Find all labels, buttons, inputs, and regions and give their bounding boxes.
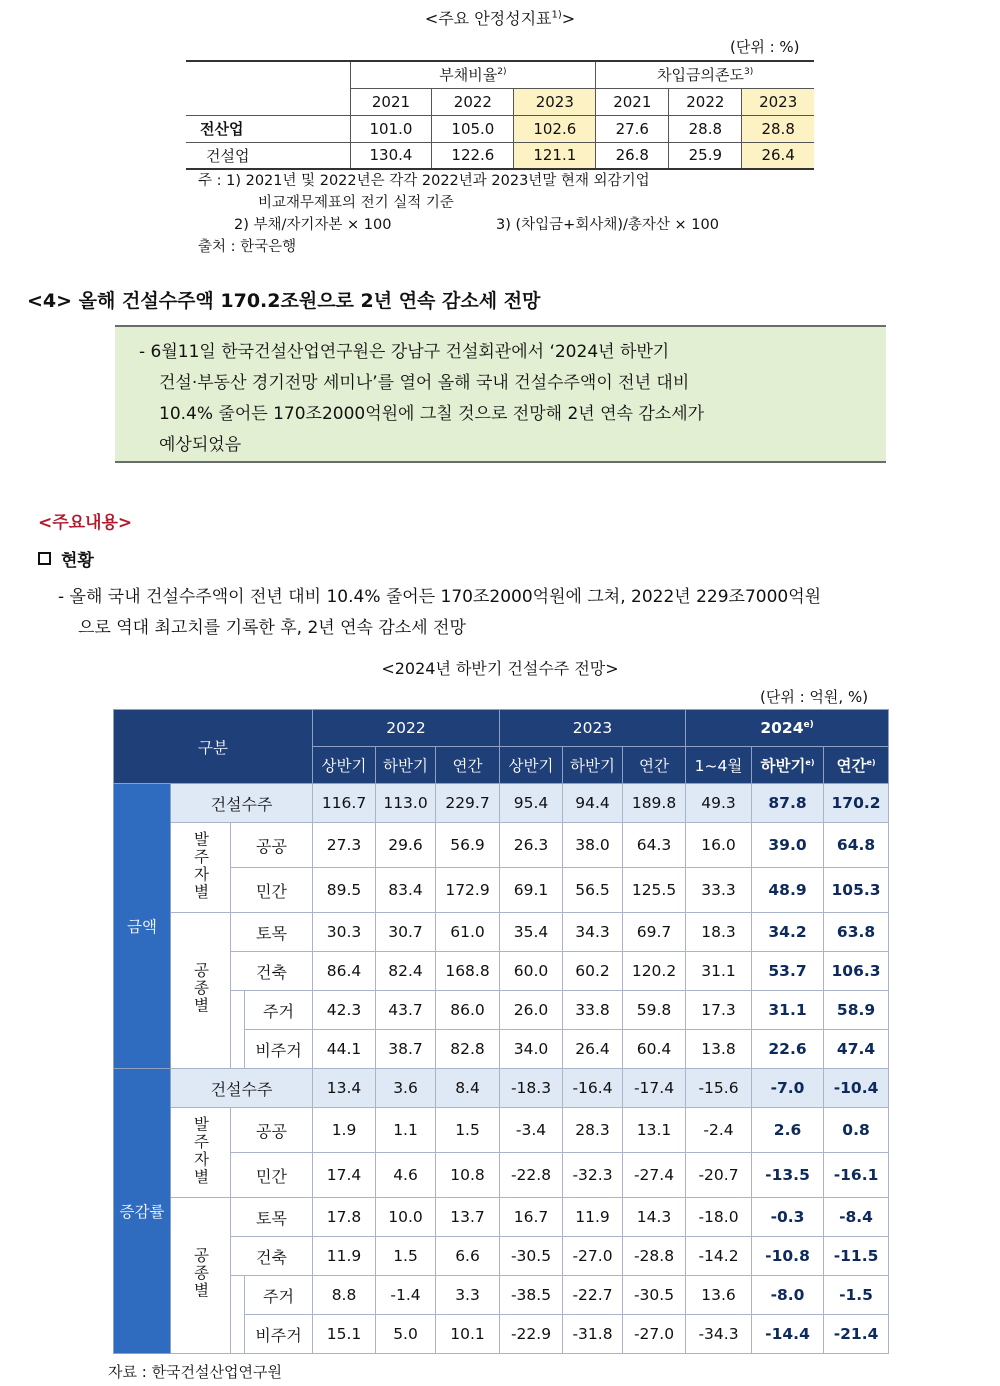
value-cell: 47.4 <box>824 1030 889 1069</box>
value-cell: -27.0 <box>563 1237 623 1276</box>
table1-notes <box>198 170 719 258</box>
value-cell: 4.6 <box>376 1153 436 1198</box>
table1-year: 2022 <box>669 88 742 115</box>
table1-cell: 28.8 <box>669 115 742 142</box>
value-cell: 13.8 <box>686 1030 752 1069</box>
section4-summary-box <box>115 325 886 463</box>
value-cell: -32.3 <box>563 1153 623 1198</box>
value-cell: 82.8 <box>436 1030 500 1069</box>
value-cell: -30.5 <box>623 1276 686 1315</box>
table1-cell: 121.1 <box>514 142 596 169</box>
indent-spacer <box>231 991 245 1069</box>
value-cell: 229.7 <box>436 784 500 823</box>
value-cell: -31.8 <box>563 1315 623 1354</box>
row-label-building: 건축 <box>231 1237 313 1276</box>
construction-orders-table <box>113 709 889 1354</box>
header-year-2024: 2024$^{e)}$ <box>686 710 889 747</box>
value-cell: 86.0 <box>436 991 500 1030</box>
value-cell: 189.8 <box>623 784 686 823</box>
row-label-private: 민간 <box>231 868 313 913</box>
value-cell: 2.6 <box>752 1108 824 1153</box>
table2-unit: (단위 : 억원, %) <box>760 688 869 706</box>
row-label-civil: 토목 <box>231 1198 313 1237</box>
value-cell: 8.4 <box>436 1069 500 1108</box>
table1-cell: 122.6 <box>432 142 514 169</box>
value-cell: -8.0 <box>752 1276 824 1315</box>
table2-source: 자료 : 한국건설산업연구원 <box>108 1363 282 1381</box>
table1-caption: <주요 안정성지표$^{1)}$> <box>424 9 576 28</box>
value-cell: 168.8 <box>436 952 500 991</box>
value-cell: 8.8 <box>313 1276 376 1315</box>
value-cell: 1.1 <box>376 1108 436 1153</box>
table1-cell: 26.8 <box>596 142 669 169</box>
value-cell: 43.7 <box>376 991 436 1030</box>
value-cell: 22.6 <box>752 1030 824 1069</box>
header-year-2023: 2023 <box>500 710 686 747</box>
value-cell: -22.9 <box>500 1315 563 1354</box>
table1-cell: 26.4 <box>742 142 814 169</box>
value-cell: 10.1 <box>436 1315 500 1354</box>
value-cell: -16.1 <box>824 1153 889 1198</box>
value-cell: -21.4 <box>824 1315 889 1354</box>
header-sub: 하반기$^{e)}$ <box>752 747 824 784</box>
body-line: - 올해 국내 건설수주액이 전년 대비 10.4% 줄어든 170조2000억원에 그쳐, 2022년 229조7000억원 <box>58 587 822 607</box>
value-cell: -7.0 <box>752 1069 824 1108</box>
body-line: 으로 역대 최고치를 기록한 후, 2년 연속 감소세 전망 <box>78 618 466 638</box>
value-cell: 38.0 <box>563 823 623 868</box>
value-cell: 33.8 <box>563 991 623 1030</box>
value-cell: 28.3 <box>563 1108 623 1153</box>
row-label-nonhousing: 비주거 <box>245 1030 313 1069</box>
value-cell: 69.1 <box>500 868 563 913</box>
summary-line: - 6월11일 한국건설산업연구원은 강남구 건설회관에서 ‘2024년 하반기 <box>139 342 670 362</box>
summary-line: 예상되었음 <box>159 435 242 455</box>
header-sub: 1~4월 <box>686 747 752 784</box>
value-cell: -28.8 <box>623 1237 686 1276</box>
value-cell: 38.7 <box>376 1030 436 1069</box>
value-cell: 120.2 <box>623 952 686 991</box>
row-label-public: 공공 <box>231 1108 313 1153</box>
value-cell: 116.7 <box>313 784 376 823</box>
value-cell: 6.6 <box>436 1237 500 1276</box>
value-cell: -8.4 <box>824 1198 889 1237</box>
note-line: 주 : 1) 2021년 및 2022년은 각각 2022년과 2023년말 현재 외감기업 <box>198 173 650 189</box>
value-cell: 30.7 <box>376 913 436 952</box>
value-cell: 34.3 <box>563 913 623 952</box>
value-cell: -20.7 <box>686 1153 752 1198</box>
group-by-type: 공종별 <box>171 913 231 1069</box>
value-cell: 31.1 <box>686 952 752 991</box>
value-cell: -34.3 <box>686 1315 752 1354</box>
table1-cell: 101.0 <box>350 115 432 142</box>
header-year-2022: 2022 <box>313 710 500 747</box>
table1-corner <box>186 61 350 115</box>
value-cell: 95.4 <box>500 784 563 823</box>
value-cell: 64.3 <box>623 823 686 868</box>
value-cell: 29.6 <box>376 823 436 868</box>
table1-cell: 28.8 <box>742 115 814 142</box>
value-cell: 64.8 <box>824 823 889 868</box>
value-cell: -27.0 <box>623 1315 686 1354</box>
status-body <box>58 582 983 644</box>
value-cell: 33.3 <box>686 868 752 913</box>
value-cell: 49.3 <box>686 784 752 823</box>
value-cell: -18.0 <box>686 1198 752 1237</box>
value-cell: -2.4 <box>686 1108 752 1153</box>
header-gubun: 구분 <box>114 710 313 784</box>
value-cell: 17.8 <box>313 1198 376 1237</box>
value-cell: 61.0 <box>436 913 500 952</box>
table1-group-borrowing: 차입금의존도$^{3)}$ <box>596 61 814 88</box>
value-cell: 60.4 <box>623 1030 686 1069</box>
value-cell: 106.3 <box>824 952 889 991</box>
value-cell: 56.9 <box>436 823 500 868</box>
value-cell: 1.9 <box>313 1108 376 1153</box>
value-cell: -15.6 <box>686 1069 752 1108</box>
value-cell: 31.1 <box>752 991 824 1030</box>
group-by-type: 공종별 <box>171 1198 231 1354</box>
row-label-private: 민간 <box>231 1153 313 1198</box>
value-cell: -17.4 <box>623 1069 686 1108</box>
table1-cell: 130.4 <box>350 142 432 169</box>
value-cell: -10.8 <box>752 1237 824 1276</box>
header-sub: 하반기 <box>376 747 436 784</box>
table1-year: 2023 <box>742 88 814 115</box>
value-cell: 10.8 <box>436 1153 500 1198</box>
value-cell: 82.4 <box>376 952 436 991</box>
value-cell: 13.1 <box>623 1108 686 1153</box>
row-label-housing: 주거 <box>245 1276 313 1315</box>
table2-caption: <2024년 하반기 건설수주 전망> <box>381 659 619 678</box>
section4-title: <4> 올해 건설수주액 170.2조원으로 2년 연속 감소세 전망 <box>27 290 541 312</box>
value-cell: 86.4 <box>313 952 376 991</box>
main-content-heading: <주요내용> <box>38 513 133 533</box>
indent-spacer <box>231 1276 245 1354</box>
value-cell: -1.5 <box>824 1276 889 1315</box>
table1-year: 2023 <box>514 88 596 115</box>
header-sub: 상반기 <box>500 747 563 784</box>
value-cell: 0.8 <box>824 1108 889 1153</box>
value-cell: -11.5 <box>824 1237 889 1276</box>
value-cell: -22.7 <box>563 1276 623 1315</box>
value-cell: -38.5 <box>500 1276 563 1315</box>
value-cell: 14.3 <box>623 1198 686 1237</box>
value-cell: 63.8 <box>824 913 889 952</box>
value-cell: 39.0 <box>752 823 824 868</box>
value-cell: 35.4 <box>500 913 563 952</box>
value-cell: 16.7 <box>500 1198 563 1237</box>
note-line: 비교재무제표의 전기 실적 기준 <box>258 195 454 211</box>
value-cell: 1.5 <box>376 1237 436 1276</box>
value-cell: -18.3 <box>500 1069 563 1108</box>
value-cell: 15.1 <box>313 1315 376 1354</box>
value-cell: 26.3 <box>500 823 563 868</box>
category-rate: 증감률 <box>114 1069 171 1354</box>
row-label-total: 건설수주 <box>171 1069 313 1108</box>
value-cell: -22.8 <box>500 1153 563 1198</box>
value-cell: 13.6 <box>686 1276 752 1315</box>
value-cell: 44.1 <box>313 1030 376 1069</box>
value-cell: 26.0 <box>500 991 563 1030</box>
value-cell: 125.5 <box>623 868 686 913</box>
value-cell: 30.3 <box>313 913 376 952</box>
value-cell: -16.4 <box>563 1069 623 1108</box>
value-cell: 3.6 <box>376 1069 436 1108</box>
value-cell: -1.4 <box>376 1276 436 1315</box>
summary-line: 건설·부동산 경기전망 세미나’를 열어 올해 국내 건설수주액이 전년 대비 <box>159 373 690 393</box>
value-cell: 3.3 <box>436 1276 500 1315</box>
value-cell: 11.9 <box>313 1237 376 1276</box>
value-cell: 172.9 <box>436 868 500 913</box>
summary-line: 10.4% 줄어든 170조2000억원에 그칠 것으로 전망해 2년 연속 감소세가 <box>159 404 705 424</box>
value-cell: -14.4 <box>752 1315 824 1354</box>
value-cell: -3.4 <box>500 1108 563 1153</box>
value-cell: 26.4 <box>563 1030 623 1069</box>
value-cell: 17.4 <box>313 1153 376 1198</box>
value-cell: -10.4 <box>824 1069 889 1108</box>
value-cell: 11.9 <box>563 1198 623 1237</box>
value-cell: 113.0 <box>376 784 436 823</box>
note-line-pair <box>198 214 719 236</box>
value-cell: 5.0 <box>376 1315 436 1354</box>
header-sub: 상반기 <box>313 747 376 784</box>
value-cell: 69.7 <box>623 913 686 952</box>
value-cell: 87.8 <box>752 784 824 823</box>
value-cell: 42.3 <box>313 991 376 1030</box>
value-cell: 59.8 <box>623 991 686 1030</box>
note-line: 3) (차입금+회사채)/총자산 × 100 <box>496 217 719 233</box>
table1-unit: (단위 : %) <box>730 38 800 56</box>
value-cell: 83.4 <box>376 868 436 913</box>
table1-row-label: 건설업 <box>186 142 350 169</box>
row-label-civil: 토목 <box>231 913 313 952</box>
value-cell: 10.0 <box>376 1198 436 1237</box>
status-heading: 현황 <box>38 546 94 571</box>
value-cell: 13.7 <box>436 1198 500 1237</box>
header-sub: 연간$^{e)}$ <box>824 747 889 784</box>
value-cell: 56.5 <box>563 868 623 913</box>
table1-cell: 102.6 <box>514 115 596 142</box>
table1-cell: 27.6 <box>596 115 669 142</box>
value-cell: 18.3 <box>686 913 752 952</box>
checkbox-square-icon <box>38 552 51 565</box>
value-cell: 17.3 <box>686 991 752 1030</box>
value-cell: 60.2 <box>563 952 623 991</box>
header-sub: 하반기 <box>563 747 623 784</box>
table1-year: 2021 <box>596 88 669 115</box>
note-source: 출처 : 한국은행 <box>198 239 297 255</box>
table1-row-label: 전산업 <box>186 115 350 142</box>
note-line: 2) 부채/자기자본 × 100 <box>234 217 392 233</box>
row-label-housing: 주거 <box>245 991 313 1030</box>
value-cell: -0.3 <box>752 1198 824 1237</box>
value-cell: 170.2 <box>824 784 889 823</box>
category-amount: 금액 <box>114 784 171 1069</box>
table1-year: 2022 <box>432 88 514 115</box>
value-cell: -14.2 <box>686 1237 752 1276</box>
value-cell: 48.9 <box>752 868 824 913</box>
table1-cell: 25.9 <box>669 142 742 169</box>
group-by-orderer: 발주자별 <box>171 823 231 913</box>
value-cell: 94.4 <box>563 784 623 823</box>
value-cell: 89.5 <box>313 868 376 913</box>
value-cell: 1.5 <box>436 1108 500 1153</box>
value-cell: 105.3 <box>824 868 889 913</box>
row-label-public: 공공 <box>231 823 313 868</box>
value-cell: 16.0 <box>686 823 752 868</box>
value-cell: -27.4 <box>623 1153 686 1198</box>
stability-indicator-table <box>186 60 814 170</box>
value-cell: 58.9 <box>824 991 889 1030</box>
row-label-total: 건설수주 <box>171 784 313 823</box>
value-cell: 53.7 <box>752 952 824 991</box>
value-cell: 60.0 <box>500 952 563 991</box>
header-sub: 연간 <box>623 747 686 784</box>
value-cell: 34.2 <box>752 913 824 952</box>
group-by-orderer: 발주자별 <box>171 1108 231 1198</box>
value-cell: -13.5 <box>752 1153 824 1198</box>
header-sub: 연간 <box>436 747 500 784</box>
value-cell: 34.0 <box>500 1030 563 1069</box>
value-cell: 27.3 <box>313 823 376 868</box>
table1-group-debt-ratio: 부채비율$^{2)}$ <box>350 61 596 88</box>
value-cell: -30.5 <box>500 1237 563 1276</box>
table1-year: 2021 <box>350 88 432 115</box>
row-label-nonhousing: 비주거 <box>245 1315 313 1354</box>
table1-cell: 105.0 <box>432 115 514 142</box>
value-cell: 13.4 <box>313 1069 376 1108</box>
row-label-building: 건축 <box>231 952 313 991</box>
